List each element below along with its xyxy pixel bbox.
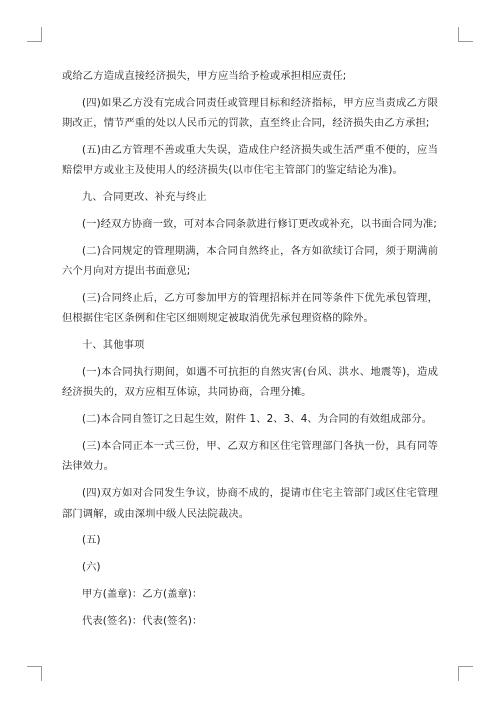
clause-9-2: (二)合同规定的管理期满，本合同自然终止，各方如欲续订合同，须于期满前六个月向对方提出书面意见;: [62, 244, 438, 278]
clause-10-5: (五): [82, 534, 101, 547]
section-heading-9: 九、合同更改、补充与终止: [82, 191, 207, 204]
clause-9-3: (三)合同终止后，乙方可参加甲方的管理招标并在同等条件下优先承包管理，但根据住宅区条例和住宅区细则规定被取消优先承包理资格的除外。: [62, 292, 438, 325]
clause-10-4: (四)双方如对合同发生争议，协商不成的，提请市住宅主管部门或区住宅管理部门调解，或由深圳中级人民法院裁决。: [62, 487, 438, 520]
signature-seal-line: 甲方(盖章)：乙方(盖章)：: [82, 588, 203, 600]
crop-mark-bottom-right: [458, 666, 473, 681]
crop-mark-top-left: [27, 27, 42, 42]
clause-10-1: (一)本合同执行期间，如遇不可抗拒的自然灾害(台风、洪水、地震等)，造成经济损失的，双方应相互体谅，共同协商，合理分摊。: [62, 366, 438, 399]
crop-mark-bottom-left: [27, 666, 42, 681]
paragraph-continuation: 或给乙方造成直接经济损失，甲方应当给予检或承担相应责任;: [62, 70, 347, 82]
clause-10-6: (六): [82, 561, 101, 574]
clause-4: (四)如果乙方没有完成合同责任或管理目标和经济指标，甲方应当责成乙方限期改正，情节严重的处以人民币元的罚款，直至终止合同，经济损失由乙方承担;: [62, 96, 438, 130]
clause-5: (五)由乙方管理不善或重大失误，造成住户经济损失或生活严重不便的，应当赔偿甲方或业主及使用人的经济损失(以市住宅主管部门的鉴定结论为准)。: [62, 144, 438, 177]
section-heading-10: 十、其他事项: [82, 339, 145, 352]
crop-mark-top-right: [458, 27, 473, 42]
signature-representative-line: 代表(签名)：代表(签名)：: [82, 614, 203, 627]
clause-9-1: (一)经双方协商一致，可对本合同条款进行修订更改或补充，以书面合同为准;: [82, 218, 437, 230]
clause-10-2: (二)本合同自签订之日起生效，附件 1、2、3、4、为合同的有效组成部分。: [82, 413, 433, 426]
clause-10-3: (三)本合同正本一式三份，甲、乙双方和区住宅管理部门各执一份，具有同等法律效力。: [62, 440, 438, 473]
document-body: [62, 66, 438, 638]
